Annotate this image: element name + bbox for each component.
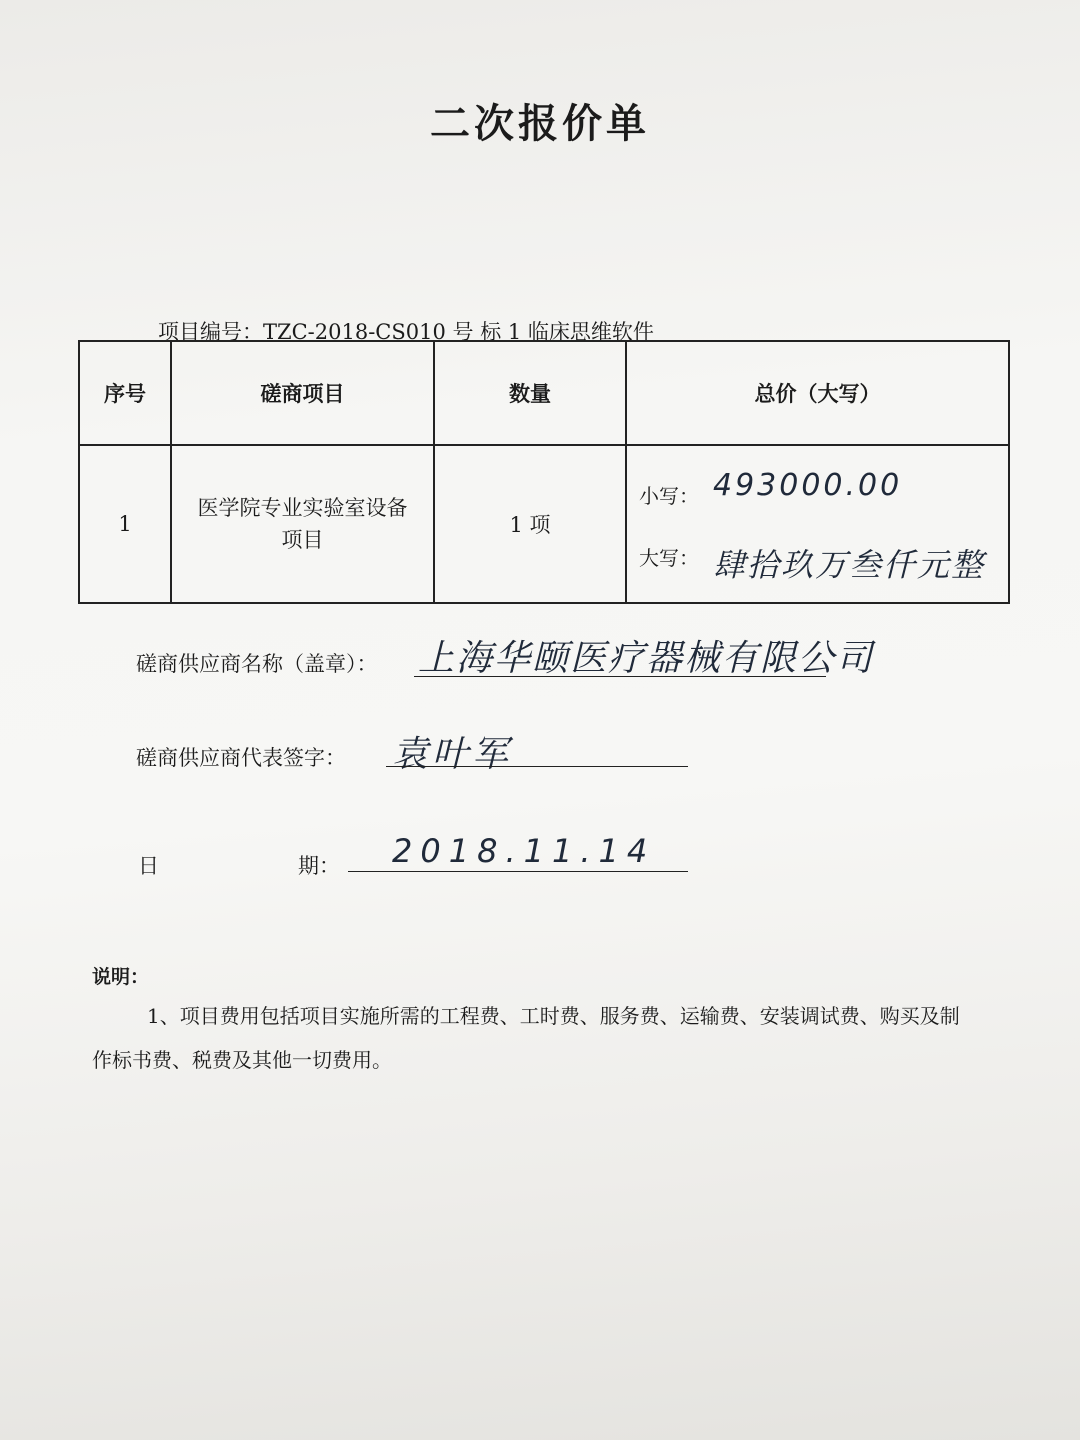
row-seq: 1: [79, 445, 171, 603]
table-row: [79, 445, 1009, 603]
date-label-first: 日: [138, 854, 159, 878]
representative-label: 磋商供应商代表签字：: [136, 746, 346, 770]
small-amount-value: 493000.00: [713, 468, 903, 503]
date-label-second: 期：: [298, 854, 340, 878]
representative-underline: [386, 766, 688, 767]
row-price: [626, 445, 1009, 603]
small-amount-label: 小写：: [639, 484, 699, 508]
notes-title: 说明：: [92, 966, 150, 988]
supplier-name-underline: [414, 676, 826, 677]
date-underline: [348, 871, 688, 872]
date-value: 2018.11.14: [392, 832, 656, 870]
project-number-label: 项目编号：: [158, 320, 263, 344]
project-code: TZC-2018-CS010 号: [263, 320, 474, 344]
row-qty: 1 项: [434, 445, 626, 603]
notes-body: 1、项目费用包括项目实施所需的工程费、工时费、服务费、运输费、安装调试费、购买及制作标书费、税费及其他一切费用。: [92, 1004, 960, 1072]
quote-table: [78, 340, 1010, 604]
table-header-row: [79, 341, 1009, 445]
header-total: 总价（大写）: [626, 341, 1009, 445]
project-lot: 标 1 临床思维软件: [480, 320, 654, 344]
header-item: 磋商项目: [171, 341, 434, 445]
document-title: 二次报价单: [430, 101, 650, 147]
header-qty: 数量: [434, 341, 626, 445]
representative-signature: 袁叶军: [392, 734, 513, 775]
supplier-name-value: 上海华颐医疗器械有限公司: [418, 638, 875, 679]
row-item-text: 医学院专业实验室设备项目: [197, 496, 408, 552]
header-seq: 序号: [79, 341, 171, 445]
big-amount-value: 肆拾玖万叁仟元整: [713, 546, 986, 584]
row-item: [171, 445, 434, 603]
supplier-name-label: 磋商供应商名称（盖章）：: [136, 652, 378, 676]
big-amount-label: 大写：: [639, 546, 699, 570]
